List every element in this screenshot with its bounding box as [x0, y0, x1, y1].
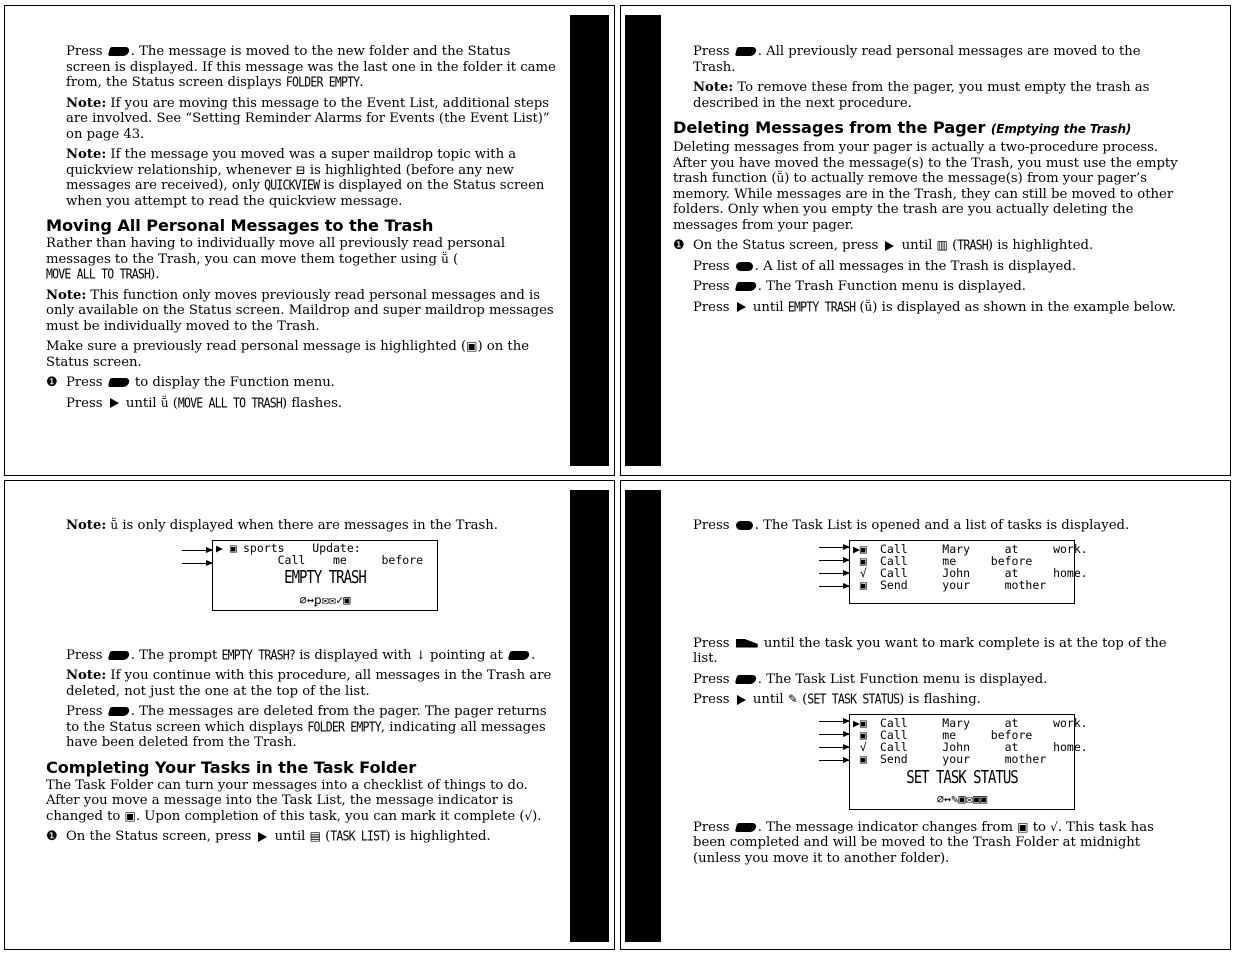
- text: .: [359, 75, 364, 90]
- task-icon: ▣: [1017, 819, 1029, 834]
- text: Deleting messages from your pager is actually a two-procedure process. After you have moved the message(s) to the Trash, you must use the empty trash function (: [673, 140, 1178, 186]
- page-panel-top-left: [4, 5, 615, 476]
- down-key-icon: [736, 639, 758, 648]
- callout-arrow: [819, 560, 849, 561]
- text: If you are moving this message to the Event List, additional steps are involved. See “Setting Reminder Alarms for Events (the Event List)” on page 43.: [66, 95, 550, 142]
- note: [46, 96, 558, 143]
- left-key-icon: [108, 47, 130, 56]
- task-icon: ▣: [124, 808, 136, 823]
- text: Press: [693, 279, 734, 294]
- lcd-text: MOVE ALL TO TRASH: [46, 265, 151, 282]
- page-edge-bar: [570, 15, 609, 466]
- lcd-text: FOLDER EMPTY: [307, 718, 381, 735]
- left-key-icon: [108, 378, 130, 387]
- text: Press: [66, 375, 107, 390]
- quickview-icon: ⊟: [295, 162, 306, 177]
- text: . The Trash Function menu is displayed.: [757, 279, 1026, 294]
- text: ) is highlighted.: [385, 829, 491, 844]
- text: . All previously read personal messages are moved to the Trash.: [693, 44, 1141, 75]
- text: to display the Function menu.: [130, 375, 335, 390]
- pager-lcd-screen: [849, 540, 1088, 604]
- paragraph: [46, 778, 558, 825]
- step-1: ❶ On the Status screen, press until ▤ (TASK LIST) is highlighted.: [46, 827, 491, 844]
- lcd-text: QUICKVIEW: [264, 176, 320, 193]
- task-row: Call John at home.: [880, 739, 1088, 754]
- note-label: Note:: [693, 80, 734, 95]
- text: . The messages are deleted from the pager. The pager returns to the Status screen which displays: [66, 704, 547, 735]
- text: Press: [693, 692, 734, 707]
- note: [46, 288, 558, 335]
- text: If you continue with this procedure, all messages in the Trash are deleted, not just the one at the top of the list.: [66, 668, 552, 699]
- task-row: Call John at home.: [880, 565, 1088, 580]
- pager-lcd-screen: [849, 714, 1088, 810]
- text: . Upon completion of this task, you can mark it complete (: [135, 808, 525, 824]
- task-list-figure: [673, 540, 1185, 606]
- read-message-icon: ▣: [466, 339, 478, 353]
- text: until: [897, 238, 937, 253]
- text: Press: [66, 395, 107, 411]
- panel-content: [673, 518, 1185, 871]
- text: until: [748, 299, 788, 315]
- text: ).: [532, 808, 542, 824]
- note-label: Note:: [66, 668, 107, 683]
- text: Rather than having to individually move all previously read personal messages to the Trash, you can move them together using: [46, 236, 506, 267]
- page-panel-bottom-right: [620, 480, 1231, 950]
- page-edge-bar: [625, 15, 661, 466]
- step-continuation: [673, 279, 1185, 295]
- text: to: [1028, 819, 1051, 835]
- text: ).: [150, 267, 160, 282]
- step-continuation: Press until EMPTY TRASH (ṻ) is displayed as shown in the example below.: [693, 298, 1176, 315]
- callout-arrow: [819, 760, 849, 761]
- lcd-menu-title: EMPTY TRASH: [284, 567, 366, 588]
- lcd-text: FOLDER EMPTY: [285, 73, 360, 90]
- down-arrow-icon: ↓: [415, 647, 426, 662]
- left-key-icon: [735, 47, 757, 56]
- left-key-icon: [108, 651, 130, 660]
- note: [673, 80, 1185, 111]
- checkmark-icon: √: [524, 808, 533, 823]
- text: The Task Folder can turn your messages into a checklist of things to do. After you move a message into the Task List, the message indicator is changed to: [46, 777, 528, 824]
- text: This function only moves previously read personal messages and is only available on the Status screen. Maildrop and super maildrop messages must be individually moved to the Trash.: [46, 287, 554, 334]
- trash-icon: ▥: [936, 238, 948, 252]
- task-status-figure: [673, 714, 1185, 812]
- text: Press: [693, 518, 734, 533]
- text: On the Status screen, press: [66, 829, 256, 844]
- text: ) flashes.: [282, 395, 343, 411]
- text: Press: [693, 671, 734, 687]
- select-key-icon: [736, 521, 753, 530]
- lcd-icon-row: ⌀↔✎▣✉▣▣: [936, 791, 988, 806]
- text: until: [748, 692, 788, 707]
- text: until the task you want to mark complete is at the top of the list.: [693, 635, 1167, 666]
- task-row: Send your mother: [880, 751, 1047, 766]
- text: is displayed with: [295, 647, 416, 663]
- lcd-text: TASK LIST: [330, 827, 386, 844]
- text: ) is flashing.: [899, 692, 981, 707]
- section-heading: Completing Your Tasks in the Task Folder: [46, 757, 417, 777]
- panel-content: [46, 44, 558, 416]
- callout-arrow: [819, 573, 849, 574]
- left-key-icon: [735, 675, 757, 684]
- text: Press: [693, 635, 734, 651]
- text: .: [531, 647, 536, 663]
- selection-pointer-icon: ▶ ▣: [216, 540, 237, 555]
- task-row: Call me before: [880, 727, 1033, 742]
- task-row: Call me before: [880, 553, 1033, 568]
- text: is only displayed when there are messages in the Trash.: [118, 518, 498, 533]
- note-label: Note:: [66, 518, 107, 533]
- lcd-text: EMPTY TRASH: [787, 298, 856, 315]
- callout-arrow: [819, 734, 849, 735]
- text: ) on the Status screen.: [46, 339, 530, 370]
- paragraph: [673, 820, 1185, 867]
- lcd-icon-row: ⌀↔ꝑ✉✉✓▣: [299, 592, 351, 607]
- right-arrow-key-icon: [258, 832, 267, 842]
- text: . The message indicator changes from: [757, 819, 1018, 835]
- panel-content: [673, 44, 1185, 320]
- text: Press: [693, 819, 734, 835]
- paragraph: [46, 648, 558, 664]
- step-1: [46, 375, 558, 391]
- step-continuation: Press until ṻ (MOVE ALL TO TRASH) flashes.: [66, 394, 343, 411]
- note-label: Note:: [46, 287, 87, 303]
- paragraph: Press until ✎ (SET TASK STATUS) is flashing.: [693, 690, 981, 707]
- text: Press: [66, 647, 107, 663]
- text: Make sure a previously read personal message is highlighted (: [46, 339, 467, 354]
- select-key-icon: [736, 262, 753, 271]
- task-row: Call Mary at work.: [880, 541, 1088, 556]
- left-key-icon: [508, 651, 530, 660]
- section-heading: Moving All Personal Messages to the Trash: [46, 216, 434, 235]
- checkmark-icon: √: [1050, 819, 1058, 834]
- paragraph: [673, 672, 1185, 688]
- right-arrow-key-icon: [737, 302, 746, 312]
- text: Press: [693, 299, 734, 315]
- paragraph: [673, 44, 1185, 75]
- right-arrow-key-icon: [737, 695, 746, 705]
- step-number: ❶: [46, 375, 58, 390]
- text: is highlighted (before any new messages are received), only: [66, 162, 514, 193]
- step-continuation: [673, 259, 1185, 275]
- text: until: [270, 829, 310, 844]
- paragraph: [46, 44, 558, 91]
- text: , indicating all messages have been deleted from the Trash.: [66, 719, 546, 750]
- text: . The Task List is opened and a list of tasks is displayed.: [754, 518, 1130, 533]
- paragraph: Rather than having to individually move all previously read personal messages to the Trash, you can move them together using ṻ (MOVE ALL TO TRASH).: [46, 236, 506, 282]
- lcd-text: TRASH: [957, 236, 988, 253]
- text: Press: [66, 704, 107, 719]
- text: until: [121, 395, 161, 411]
- move-to-trash-icon: ṻ: [160, 395, 169, 410]
- page-edge-bar: [570, 490, 609, 942]
- move-to-trash-icon: ṻ: [441, 251, 449, 266]
- paragraph: [673, 140, 1185, 233]
- note-label: Note:: [66, 95, 107, 111]
- text: is displayed on the Status screen when you attempt to read the quickview message.: [66, 178, 545, 209]
- page-panel-top-right: [620, 5, 1231, 476]
- right-arrow-key-icon: [885, 241, 894, 251]
- heading-subtitle: (Emptying the Trash): [990, 122, 1132, 136]
- text: Press: [66, 44, 107, 59]
- lcd-text: SET TASK STATUS: [807, 690, 900, 707]
- text: If the message you moved was a super maildrop topic with a quickview relationship, whenever: [66, 147, 517, 178]
- lcd-row: sports Update:: [243, 540, 361, 555]
- text: ) to actually remove the message(s) from your pager’s memory. While messages are in the Trash, they can still be moved to other folders. Only when you empty the trash are you actually deleting the messages from your pager.: [673, 171, 1174, 233]
- task-row: Call Mary at work.: [880, 715, 1088, 730]
- pager-screen-figure: [46, 540, 558, 612]
- text: . The Task List Function menu is displayed.: [757, 671, 1048, 687]
- text: Press: [693, 258, 734, 274]
- empty-trash-icon: ṻ: [776, 171, 785, 185]
- callout-arrow: [819, 547, 849, 548]
- note: [46, 668, 558, 699]
- text: On the Status screen, press: [693, 238, 883, 253]
- paragraph: [673, 636, 1185, 667]
- left-key-icon: [108, 707, 130, 716]
- callout-arrow: [182, 550, 212, 551]
- callout-arrow: [819, 721, 849, 722]
- callout-arrow: [819, 747, 849, 748]
- note: [46, 518, 558, 534]
- step-number: ❶: [46, 829, 58, 844]
- left-key-icon: [735, 282, 757, 291]
- paragraph: [673, 518, 1185, 534]
- step-1: ❶ On the Status screen, press until ▥ (TRASH) is highlighted.: [673, 236, 1094, 253]
- note: [46, 147, 558, 209]
- note-label: Note:: [66, 147, 107, 162]
- text: . A list of all messages in the Trash is displayed.: [754, 258, 1077, 274]
- task-status-column: ▶▣ ▣ √ ▣: [853, 715, 867, 766]
- callout-arrow: [182, 563, 212, 564]
- task-status-column: ▶▣ ▣ √ ▣: [853, 541, 867, 592]
- text: . The message is moved to the new folder and the Status screen is displayed. If this message was the last one in the folder it came from, the Status screen displays: [66, 44, 556, 90]
- text: Press: [693, 44, 734, 59]
- heading-text: Deleting Messages from the Pager: [673, 118, 991, 137]
- empty-trash-icon: ṻ: [110, 518, 119, 532]
- section-heading: [673, 118, 1185, 139]
- pager-lcd-screen: [212, 540, 438, 611]
- text: ) is highlighted.: [987, 238, 1094, 253]
- lcd-menu-title: SET TASK STATUS: [906, 767, 1018, 788]
- text: To remove these from the pager, you must empty the trash as described in the next procedure.: [693, 80, 1150, 111]
- step-number: ❶: [673, 238, 685, 253]
- lcd-text: MOVE ALL TO TRASH: [177, 394, 283, 411]
- left-key-icon: [735, 823, 757, 832]
- lcd-text: EMPTY TRASH?: [221, 646, 295, 663]
- right-arrow-key-icon: [110, 398, 119, 408]
- callout-arrow: [819, 586, 849, 587]
- empty-trash-icon: ṻ: [864, 299, 873, 314]
- paragraph: [46, 704, 558, 751]
- text: pointing at: [425, 647, 508, 663]
- set-task-status-icon: ✎: [787, 692, 798, 706]
- task-row: Send your mother: [880, 577, 1047, 592]
- paragraph: [46, 339, 558, 370]
- text: . The prompt: [130, 647, 222, 663]
- panel-content: [46, 518, 558, 850]
- page-panel-bottom-left: [4, 480, 615, 950]
- text: . This task has been completed and will be moved to the Trash Folder at midnight (unless you move it to another folder).: [693, 819, 1154, 866]
- page-edge-bar: [625, 490, 661, 942]
- text: ) is displayed as shown in the example below.: [872, 299, 1176, 315]
- lcd-row: Call me before: [243, 552, 424, 567]
- task-list-icon: ▤: [309, 829, 321, 843]
